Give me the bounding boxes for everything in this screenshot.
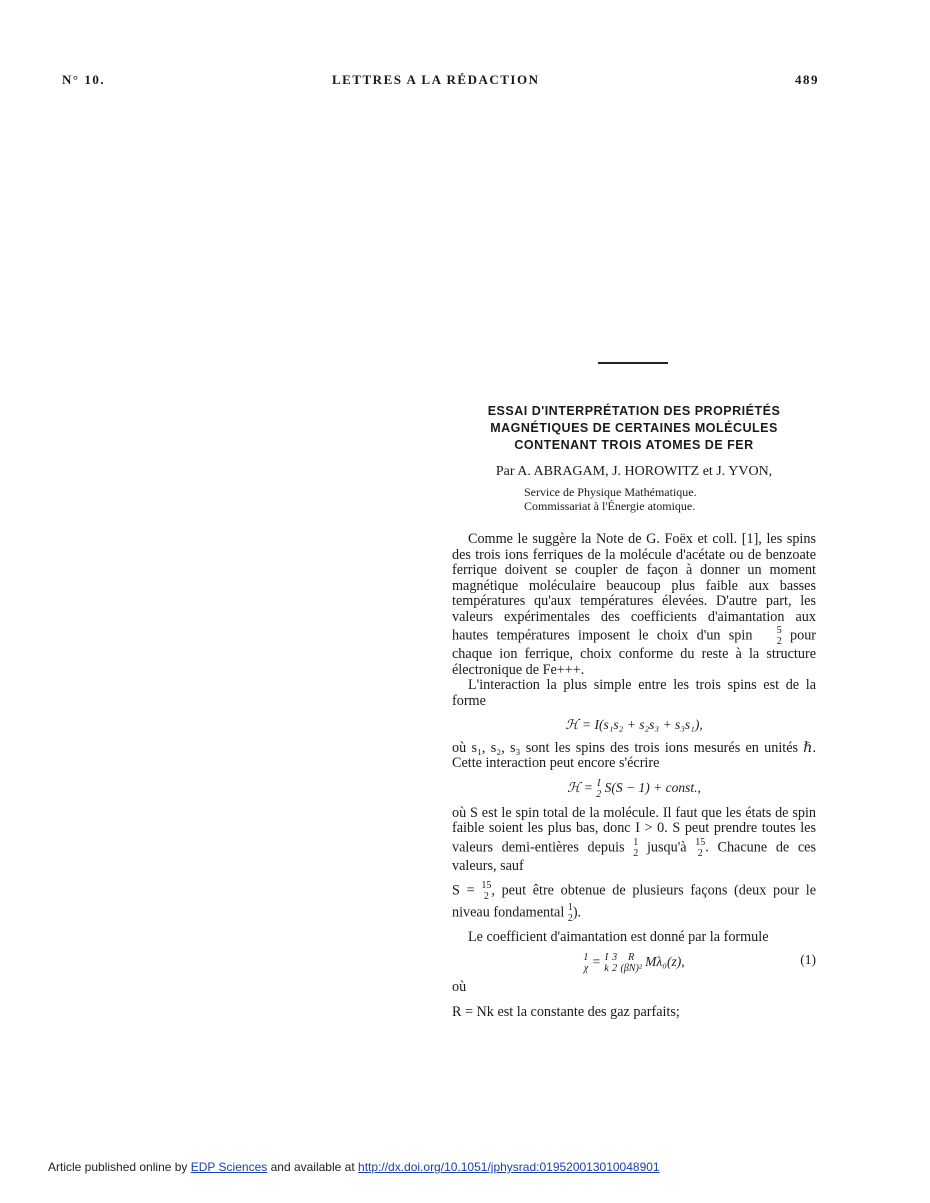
paragraph-2: L'interaction la plus simple entre les trois spins est de la forme	[452, 677, 816, 709]
paragraph-1b-text: pour chaque ion ferrique, choix conforme du reste à la structure électronique de Fe+++.	[452, 627, 817, 678]
article-title	[452, 403, 816, 454]
running-header: LETTRES A LA RÉDACTION	[332, 72, 540, 87]
paragraph-1	[452, 532, 816, 678]
publisher-link[interactable]: EDP Sciences	[190, 1160, 268, 1174]
affiliation	[524, 485, 697, 513]
paragraph-4: où S est le spin total de la molécule. Il faut que les états de spin faible soient les plus bas, donc I > 0. S peut prendre toutes les valeurs demi-entières depuis 1 2 jusqu'à 15 2 . Chacune de ces valeurs, sauf	[452, 804, 817, 874]
equation-number: (1)	[800, 951, 816, 967]
title-line-3: CONTENANT TROIS ATOMES DE FER	[514, 438, 754, 452]
paragraph-3: où s₁, s₂, s₃ sont les spins des trois ions mesurés en unités ℏ. Cette interaction peut encore s'écrire	[452, 739, 816, 771]
authors: Par A. ABRAGAM, J. HOROWITZ et J. YVON,	[495, 464, 773, 479]
paragraph-5: S = 15 2 , peut être obtenue de plusieurs façons (deux pour le niveau fondamental 1 2 ).	[452, 880, 817, 924]
paragraph-1-text: Comme le suggère la Note de G. Foëx et coll. [1], les spins des trois ions ferriques de la molécule d'acétate ou de benzoate ferrique doivent se coupler de façon à donner un moment magnétique moléculaire beaucoup plus faible aux basses températures qu'aux températures élevées. D'autre part, les valeurs expérimentales des coefficients d'aimantation aux hautes températures imposent le choix d'un spin	[452, 531, 816, 644]
issue-number: N° 10.	[62, 72, 106, 87]
paragraph-8: R = Nk est la constante des gaz parfaits;	[452, 1004, 680, 1020]
paragraph-7: où	[452, 978, 467, 995]
equation-3: 1 χ = I k 3 2 R (βN)² Mλ₀(z), (1)	[583, 951, 816, 974]
title-line-1: ESSAI D'INTERPRÉTATION DES PROPRIÉTÉS	[487, 404, 781, 418]
article-body	[452, 532, 816, 1021]
equation-1: ℋ = I(s₁s₂ + s₂s₃ + s₃s₁),	[565, 717, 703, 732]
page-number: 489	[795, 72, 819, 87]
paragraph-6: Le coefficient d'aimantation est donné par la formule	[468, 929, 769, 945]
publication-footer: Article published online by EDP Sciences and available at http://dx.doi.org/10.1051/jphysrad:019520013010048901	[48, 1160, 660, 1174]
fraction: 5 2	[776, 625, 782, 647]
doi-link[interactable]: http://dx.doi.org/10.1051/jphysrad:019520013010048901	[358, 1160, 660, 1174]
affiliation-line-1: Service de Physique Mathématique.	[524, 485, 697, 499]
title-line-2: MAGNÉTIQUES DE CERTAINES MOLÉCULES	[490, 421, 778, 435]
affiliation-line-2: Commissariat à l'Énergie atomique.	[524, 499, 696, 513]
section-rule	[598, 362, 668, 364]
equation-2: ℋ = I 2 S(S − 1) + const.,	[567, 777, 701, 800]
